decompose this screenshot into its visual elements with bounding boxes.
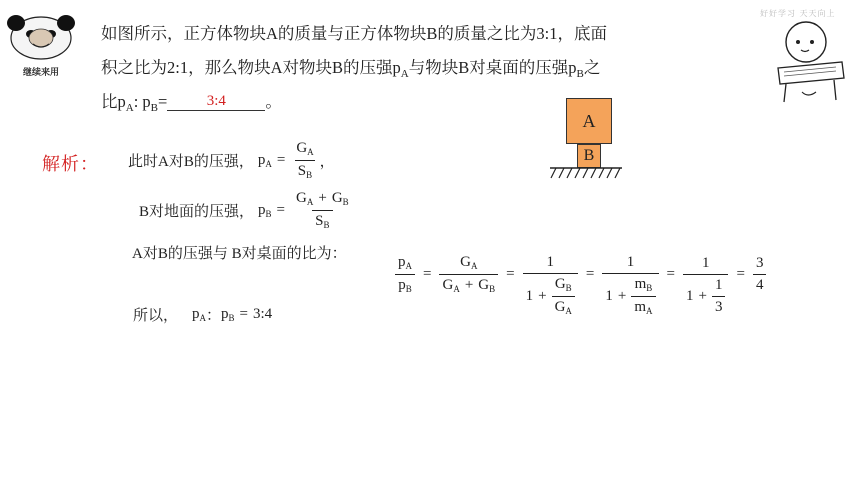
fraction-ga-over-sum <box>439 254 498 295</box>
solution-step-1 <box>128 140 335 181</box>
question-text-2b: 与物块B对桌面的压强p <box>408 58 577 77</box>
question-text-1: 如图所示，正方体物块A的质量与正方体物块B的质量之比为3:1，底面 <box>101 24 608 43</box>
symbol: G <box>296 190 307 206</box>
subscript: B <box>565 283 572 293</box>
step-4-text: 所以， <box>133 308 179 324</box>
equals: = <box>736 266 745 282</box>
sticker-left <box>4 14 78 78</box>
fraction-pa-over-pb <box>395 254 415 295</box>
question-line-2 <box>101 56 600 82</box>
fraction-sum-over-s <box>293 190 352 231</box>
equals: = <box>239 306 249 322</box>
numerator: 1 <box>701 255 710 271</box>
equals: = <box>423 266 432 282</box>
subscript: A <box>265 159 272 169</box>
symbol: m <box>634 299 647 315</box>
step-1-text: 此时A对B的压强， <box>128 154 254 170</box>
subscript: B <box>342 197 349 207</box>
symbol: p <box>398 254 406 270</box>
symbol: G <box>460 254 471 270</box>
plus: + <box>538 288 547 304</box>
plus: + <box>698 288 707 304</box>
block-b-label: B <box>583 147 595 164</box>
question-line-1 <box>101 22 607 46</box>
symbol: p <box>192 306 200 322</box>
fraction-three-fourths <box>753 255 767 294</box>
block-a-label: A <box>582 110 596 131</box>
equals: = <box>585 266 595 282</box>
step-1-lhs <box>258 152 272 169</box>
equals: = <box>276 202 285 218</box>
subscript: B <box>489 284 496 294</box>
step-2-text: B对地面的压强， <box>139 204 255 220</box>
fraction-one-over-one-plus-third <box>683 255 728 316</box>
symbol: G <box>442 277 454 293</box>
subscript: A <box>306 197 314 207</box>
ground-hatch-icon <box>550 167 622 181</box>
symbol: m <box>634 276 647 292</box>
question-text-3a: 比p <box>101 92 126 111</box>
numerator: 1 <box>626 254 635 270</box>
numerator: 3 <box>755 255 764 271</box>
subscript: B <box>576 68 584 80</box>
symbol: G <box>331 190 343 206</box>
symbol: G <box>296 140 308 156</box>
question-text-2c: 之 <box>583 58 601 77</box>
numerator: 1 <box>546 254 555 270</box>
symbol: 1 <box>686 288 694 304</box>
symbol: G <box>554 276 566 292</box>
subscript: A <box>470 261 478 271</box>
subscript: B <box>323 220 330 230</box>
subscript: B <box>405 284 412 294</box>
step-4-pb <box>221 306 235 323</box>
subscript: B <box>306 170 313 180</box>
question-text-3c: = <box>158 92 168 111</box>
numerator: 1 <box>714 277 723 293</box>
fraction-one-over-mb-ma <box>602 254 658 317</box>
symbol: 1 <box>525 288 534 304</box>
subscript: A <box>565 306 572 316</box>
inner-fraction <box>631 276 655 317</box>
equals: = <box>276 152 286 168</box>
inner-fraction <box>552 276 575 317</box>
subscript: A <box>125 102 134 114</box>
subscript: A <box>405 261 412 271</box>
symbol: S <box>315 213 324 229</box>
solution-heading: 解析： <box>42 154 99 175</box>
subscript: A <box>307 147 314 157</box>
step-2-lhs <box>258 202 272 219</box>
question-text-2a: 积之比为2:1，那么物块A对物块B的压强p <box>101 58 401 77</box>
fraction-one-over-gb-ga <box>523 254 578 317</box>
sticker-right-caption: 好好学习 天天向上 <box>760 9 836 18</box>
symbol: G <box>554 299 566 315</box>
symbol: S <box>297 163 307 179</box>
subscript: A <box>646 306 653 316</box>
subscript: A <box>400 68 409 80</box>
symbol: p <box>221 306 229 322</box>
final-ratio: 3:4 <box>253 306 273 322</box>
question-line-3 <box>101 90 282 116</box>
solution-step-3 <box>392 232 769 317</box>
subscript: B <box>646 283 653 293</box>
equals: = <box>666 266 675 282</box>
subscript: B <box>265 209 272 219</box>
solution-step-4 <box>133 304 272 325</box>
step-4-pa <box>192 306 206 323</box>
solution-step-2 <box>139 190 355 231</box>
block-a <box>566 98 612 144</box>
subscript: A <box>453 284 460 294</box>
equals: = <box>506 266 515 282</box>
symbol: p <box>258 202 266 218</box>
question-text-3b: : p <box>133 92 151 111</box>
subscript: B <box>150 102 159 114</box>
studying-character-icon <box>772 20 848 106</box>
plus: + <box>464 277 474 293</box>
colon: ： <box>206 308 222 324</box>
denominator: 3 <box>712 296 726 316</box>
sticker-right <box>772 20 848 106</box>
symbol: p <box>398 277 406 293</box>
symbol: p <box>257 152 266 168</box>
question-text-3end: 。 <box>265 92 282 111</box>
inner-fraction <box>712 277 726 316</box>
symbol: G <box>478 277 490 293</box>
plus: + <box>318 190 327 206</box>
denominator: 4 <box>753 274 767 294</box>
subscript: B <box>228 313 235 323</box>
fraction-g-over-s <box>293 140 316 181</box>
block-b <box>577 144 601 168</box>
plus: + <box>617 288 627 304</box>
subscript: A <box>199 313 207 323</box>
step-3-text: A对B的压强与 B对桌面的比为： <box>132 246 347 262</box>
comma: ， <box>319 154 335 170</box>
sticker-caption: 继续来用 <box>22 68 59 78</box>
answer-blank: 3:4 <box>167 93 265 111</box>
symbol: 1 <box>605 288 613 304</box>
panda-face-icon <box>4 14 78 60</box>
